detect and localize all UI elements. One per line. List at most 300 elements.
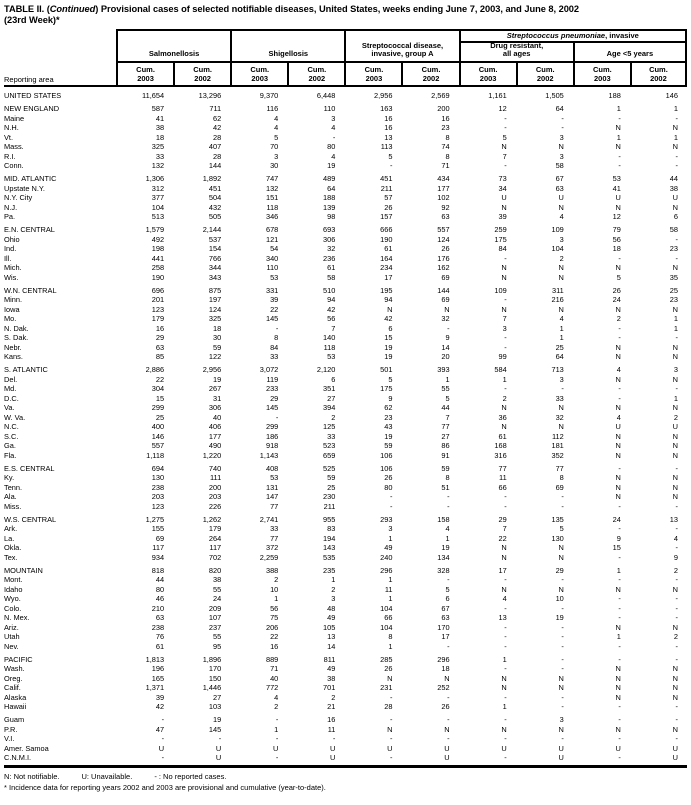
value-cell: N [672,724,678,734]
value-cell: 211 [380,183,393,193]
value-cell: 1 [331,575,336,584]
value-cell: 131 [265,482,279,492]
value-cell: 104 [380,603,393,613]
value-cell: 1 [445,533,450,543]
cum-label: Cum. [364,65,384,74]
value-cell: 155 [151,524,165,533]
value-cell: 20 [441,352,450,361]
value-cell: - [504,622,507,632]
value-cell: 1 [502,654,507,664]
value-cell: 393 [437,365,450,374]
value-cell: 49 [327,664,336,673]
table-row [4,642,687,652]
value-cell: 407 [208,142,222,151]
cum-header-cell [401,63,458,85]
table-title-line2: (23rd Week)* [4,15,60,25]
reporting-area-cell: MID. ATLANTIC [4,174,57,183]
value-cell: 231 [380,683,393,692]
value-cell: - [218,734,222,743]
reporting-area-cell: W.N. CENTRAL [4,285,57,295]
value-cell: 18 [441,664,450,673]
value-cell: N [672,374,678,384]
value-cell: N [615,664,621,673]
reporting-area-cell: Del. [4,374,18,384]
group-label-line: Shigellosis [268,49,309,59]
value-cell: 170 [437,622,450,632]
reporting-area-cell: MOUNTAIN [4,565,43,575]
value-cell: 190 [380,234,393,244]
value-cell: N [558,304,564,314]
value-cell: - [504,113,507,123]
cum-year: 2003 [479,74,497,83]
value-cell: 513 [151,212,165,221]
value-cell: 2,886 [145,365,165,374]
value-cell: 32 [327,244,336,253]
value-cell: - [504,734,507,743]
value-cell: 451 [380,174,393,183]
value-cell: 75 [270,613,279,622]
cum-header-cell [173,63,230,85]
value-cell: 7 [445,412,450,422]
value-cell: 132 [151,161,165,170]
value-cell: - [561,622,564,632]
value-cell: 557 [437,225,450,234]
value-cell: 1,813 [145,654,165,664]
value-cell: 154 [208,244,222,253]
group-label-line: Drug resistant, [490,40,544,50]
table-row [4,333,687,343]
value-cell: 1 [502,702,507,711]
value-cell: 200 [208,482,222,492]
value-cell: 4 [559,314,564,323]
table-row [4,613,687,623]
value-cell: 4 [673,533,678,543]
value-cell: 3 [559,132,564,142]
value-cell: - [504,575,507,584]
value-cell: 312 [151,183,165,193]
value-cell: 6 [388,323,393,333]
value-cell: 44 [155,575,165,584]
value-cell: 489 [323,174,336,183]
value-cell: 69 [155,533,165,543]
value-cell: 33 [155,151,165,161]
table-row [4,432,687,442]
value-cell: 1 [616,104,621,113]
value-cell: N [501,724,507,734]
value-cell: 818 [151,565,165,575]
value-cell: N [444,673,450,683]
value-cell: 12 [498,104,507,113]
table-row [4,734,687,744]
value-cell: 196 [151,664,165,673]
value-cell: - [275,715,279,724]
value-cell: - [504,753,507,762]
value-cell: N [672,123,678,132]
value-cell: 27 [327,393,336,403]
value-cell: 51 [441,482,450,492]
value-cell: - [504,123,507,132]
table-row [4,104,687,114]
value-cell: N [501,584,507,594]
value-cell: 134 [437,552,450,562]
reporting-area-cell: Miss. [4,501,22,511]
value-cell: - [618,323,621,333]
value-cell: 316 [494,450,507,460]
value-cell: - [675,575,678,584]
value-cell: 83 [327,524,336,533]
value-cell: 22 [270,632,279,641]
value-cell: 130 [551,533,564,543]
cum-year: 2003 [251,74,269,83]
value-cell: 26 [384,664,393,673]
table-row [4,683,687,693]
cum-header-cell [573,63,630,85]
value-cell: 9 [616,533,621,543]
value-cell: 4 [616,412,621,422]
value-cell: 42 [384,314,393,323]
value-cell: 304 [151,384,165,393]
reporting-area-cell: Conn. [4,161,24,170]
value-cell: N [501,683,507,692]
value-cell: 63 [155,342,165,352]
reporting-area-cell: N.C. [4,422,19,431]
value-cell: 233 [265,384,279,393]
value-cell: U [672,753,678,762]
reporting-area-cell: R.I. [4,151,16,161]
value-cell: 14 [441,342,450,352]
table-row [4,464,687,474]
title-continued: Continued [49,4,96,14]
reporting-area-cell: Pa. [4,212,16,221]
value-cell: 61 [384,244,393,253]
value-cell: 77 [441,422,450,431]
value-cell: 2 [673,632,678,641]
value-cell: 36 [498,412,507,422]
value-cell: 118 [323,342,336,352]
value-cell: 123 [151,501,165,511]
reporting-area-cell: Okla. [4,543,22,552]
table-row [4,114,687,124]
value-cell: N [387,724,393,734]
value-cell: 1 [673,393,678,403]
value-cell: 56 [327,314,336,323]
value-cell: 110 [323,104,336,113]
value-cell: - [161,753,165,762]
value-cell: - [618,384,621,393]
reporting-area-cell: Md. [4,384,17,393]
reporting-area-cell: Colo. [4,603,22,613]
value-cell: 85 [155,352,165,361]
value-cell: 432 [208,202,222,212]
value-cell: 25 [555,342,564,352]
reporting-area-cell: La. [4,533,15,543]
value-cell: 346 [265,212,279,221]
value-cell: - [675,501,678,511]
value-cell: N [672,673,678,683]
value-cell: 10 [555,594,564,603]
value-cell: N [615,584,621,594]
value-cell: 5 [445,584,450,594]
reporting-area-cell: Va. [4,403,15,412]
value-cell: 490 [208,441,222,450]
value-cell: - [504,632,507,641]
value-cell: 694 [151,463,165,473]
value-cell: - [561,501,564,511]
table-row [4,212,687,222]
value-cell: 22 [270,304,279,314]
value-cell: 22 [155,374,165,384]
value-cell: 190 [151,272,165,282]
value-cell: 54 [270,244,279,253]
reporting-area-cell: N.Y. City [4,193,33,202]
value-cell: 504 [208,193,222,202]
value-cell: 1 [673,132,678,142]
value-cell: 63 [155,613,165,622]
value-cell: 344 [208,263,222,272]
value-cell: 124 [208,304,222,314]
value-cell: 117 [209,543,222,552]
value-cell: 135 [551,514,564,524]
value-cell: 59 [441,463,450,473]
value-cell: 19 [212,374,222,384]
value-cell: N [501,422,507,431]
reporting-area-cell: Amer. Samoa [4,743,49,753]
value-cell: 240 [380,552,393,562]
value-cell: 3 [331,594,336,603]
value-cell: 116 [266,104,279,113]
value-cell: N [558,552,564,562]
reporting-area-cell: Mich. [4,263,22,272]
cum-year: 2002 [308,74,326,83]
value-cell: 4 [331,123,336,132]
value-cell: 13 [669,514,678,524]
value-cell: - [561,384,564,393]
value-cell: 2 [673,412,678,422]
value-cell: 811 [323,654,336,664]
value-cell: 8 [388,632,393,641]
table-row [4,441,687,451]
value-cell: - [561,654,564,664]
value-cell: U [501,193,507,202]
value-cell: 18 [155,132,165,142]
reporting-area-cell: V.I. [4,734,15,743]
reporting-area-cell: Ind. [4,244,17,253]
value-cell: N [615,673,621,683]
value-cell: 119 [266,374,279,384]
value-cell: 1,161 [488,91,507,100]
value-cell: U [558,743,564,753]
value-cell: 105 [323,622,336,632]
value-cell: 143 [323,543,336,552]
reporting-area-cell: Wyo. [4,594,21,603]
value-cell: 49 [384,543,393,552]
value-cell: 3 [331,113,336,123]
value-cell: 1,505 [545,91,564,100]
value-cell: 38 [327,673,336,683]
value-cell: U [215,743,222,753]
value-cell: N [558,584,564,594]
value-cell: 1 [274,594,279,603]
value-cell: N [558,403,564,412]
value-cell: 296 [380,565,393,575]
value-cell: 9 [445,333,450,342]
value-cell: - [675,384,678,393]
value-cell: 9,370 [259,91,279,100]
value-cell: 34 [498,183,507,193]
table-row [4,244,687,254]
value-cell: 197 [208,295,222,304]
value-cell: U [672,422,678,431]
value-cell: N [672,431,678,441]
value-cell: 8 [274,333,279,342]
cum-header-cell [116,63,173,85]
reporting-area-cell: Utah [4,632,20,641]
value-cell: 2,120 [316,365,336,374]
table-row [4,502,687,512]
group-label-line: Salmonellosis [148,49,200,59]
value-cell: 165 [151,673,165,683]
value-cell: - [675,253,678,263]
title-part3: ) Provisional cases of selected notifiable diseases, United States, weeks ending June 7, 2003, and June 8, 2002 [95,4,580,14]
value-cell: 46 [155,594,165,603]
value-cell: 98 [327,212,336,221]
value-cell: 23 [669,295,678,304]
value-cell: 132 [265,183,279,193]
value-cell: 38 [212,575,222,584]
value-cell: N [672,473,678,482]
table-row [4,254,687,264]
value-cell: - [675,715,678,724]
value-cell: 934 [151,552,165,562]
value-cell: 63 [555,183,564,193]
value-cell: 70 [270,142,279,151]
value-cell: - [504,253,507,263]
value-cell: 22 [498,533,507,543]
value-cell: 32 [441,314,450,323]
value-cell: 505 [208,212,222,221]
reporting-area-cell: W. Va. [4,412,26,422]
footnote-n: N: Not notifiable. [4,771,60,781]
value-cell: 42 [212,123,222,132]
value-cell: 451 [208,183,222,193]
value-cell: 2,569 [431,91,450,100]
table-row [4,543,687,553]
value-cell: 194 [323,533,336,543]
value-cell: 3 [388,524,393,533]
value-cell: 147 [265,492,279,501]
value-cell: 145 [208,724,222,734]
value-cell: 237 [208,622,222,632]
value-cell: 492 [151,234,165,244]
reporting-area-cell: Guam [4,715,25,724]
value-cell: 43 [384,422,393,431]
value-cell: 226 [208,501,222,511]
value-cell: 76 [155,632,165,641]
value-cell: N [558,724,564,734]
value-cell: 66 [384,613,393,622]
value-cell: N [615,142,621,151]
value-cell: 306 [323,234,336,244]
value-cell: 3 [559,151,564,161]
value-cell: - [561,492,564,501]
value-cell: - [618,575,621,584]
value-cell: 406 [208,422,222,431]
value-cell: 2 [274,702,279,711]
value-cell: 252 [437,683,450,692]
value-cell: 24 [612,514,621,524]
value-cell: U [158,743,165,753]
cum-header-cell [459,63,516,85]
value-cell: 1 [559,323,564,333]
column-group-salmonellosis [116,29,230,63]
value-cell: - [675,613,678,622]
cum-label: Cum. [250,65,270,74]
value-cell: - [447,641,450,651]
value-cell: 146 [665,91,678,100]
value-cell: 2,144 [202,225,222,234]
value-cell: 25 [155,412,165,422]
value-cell: 104 [151,202,165,212]
reporting-area-cell: Ala. [4,492,17,501]
value-cell: N [615,431,621,441]
cum-year: 2002 [536,74,554,83]
table-row [4,286,687,296]
value-cell: N [615,342,621,352]
value-cell: 258 [151,263,165,272]
value-cell: 164 [380,253,393,263]
value-cell: 3 [502,323,507,333]
reporting-area-cell: Ohio [4,234,20,244]
value-cell: 1,275 [145,514,165,524]
value-cell: 145 [265,314,279,323]
value-cell: N [615,352,621,361]
value-cell: 434 [437,174,450,183]
reporting-area-cell: Ga. [4,441,16,450]
value-cell: 181 [551,441,564,450]
value-cell: 84 [270,342,279,352]
value-cell: N [558,202,564,212]
value-cell: 19 [555,613,564,622]
value-cell: 209 [208,603,222,613]
value-cell: - [675,151,678,161]
value-cell: 259 [494,225,507,234]
table-row [4,174,687,184]
value-cell: 29 [270,393,279,403]
value-cell: N [615,450,621,460]
value-cell: - [561,632,564,641]
value-cell: 61 [155,641,165,651]
table-row [4,273,687,283]
reporting-area-cell: Idaho [4,584,23,594]
value-cell: 206 [265,622,279,632]
value-cell: 44 [669,174,678,183]
reporting-area-label: Reporting area [4,75,54,84]
value-cell: 179 [208,524,222,533]
value-cell: 3 [559,374,564,384]
value-cell: - [675,234,678,244]
value-cell: 49 [327,613,336,622]
value-cell: 77 [498,463,507,473]
value-cell: 19 [441,543,450,552]
reporting-area-cell: W.S. CENTRAL [4,514,57,524]
value-cell: - [618,393,621,403]
value-cell: 168 [494,441,507,450]
value-cell: 1,306 [145,174,165,183]
value-cell: 299 [151,403,165,412]
document-page [4,0,687,792]
reporting-area-cell: D.C. [4,393,19,403]
value-cell: 67 [441,603,450,613]
